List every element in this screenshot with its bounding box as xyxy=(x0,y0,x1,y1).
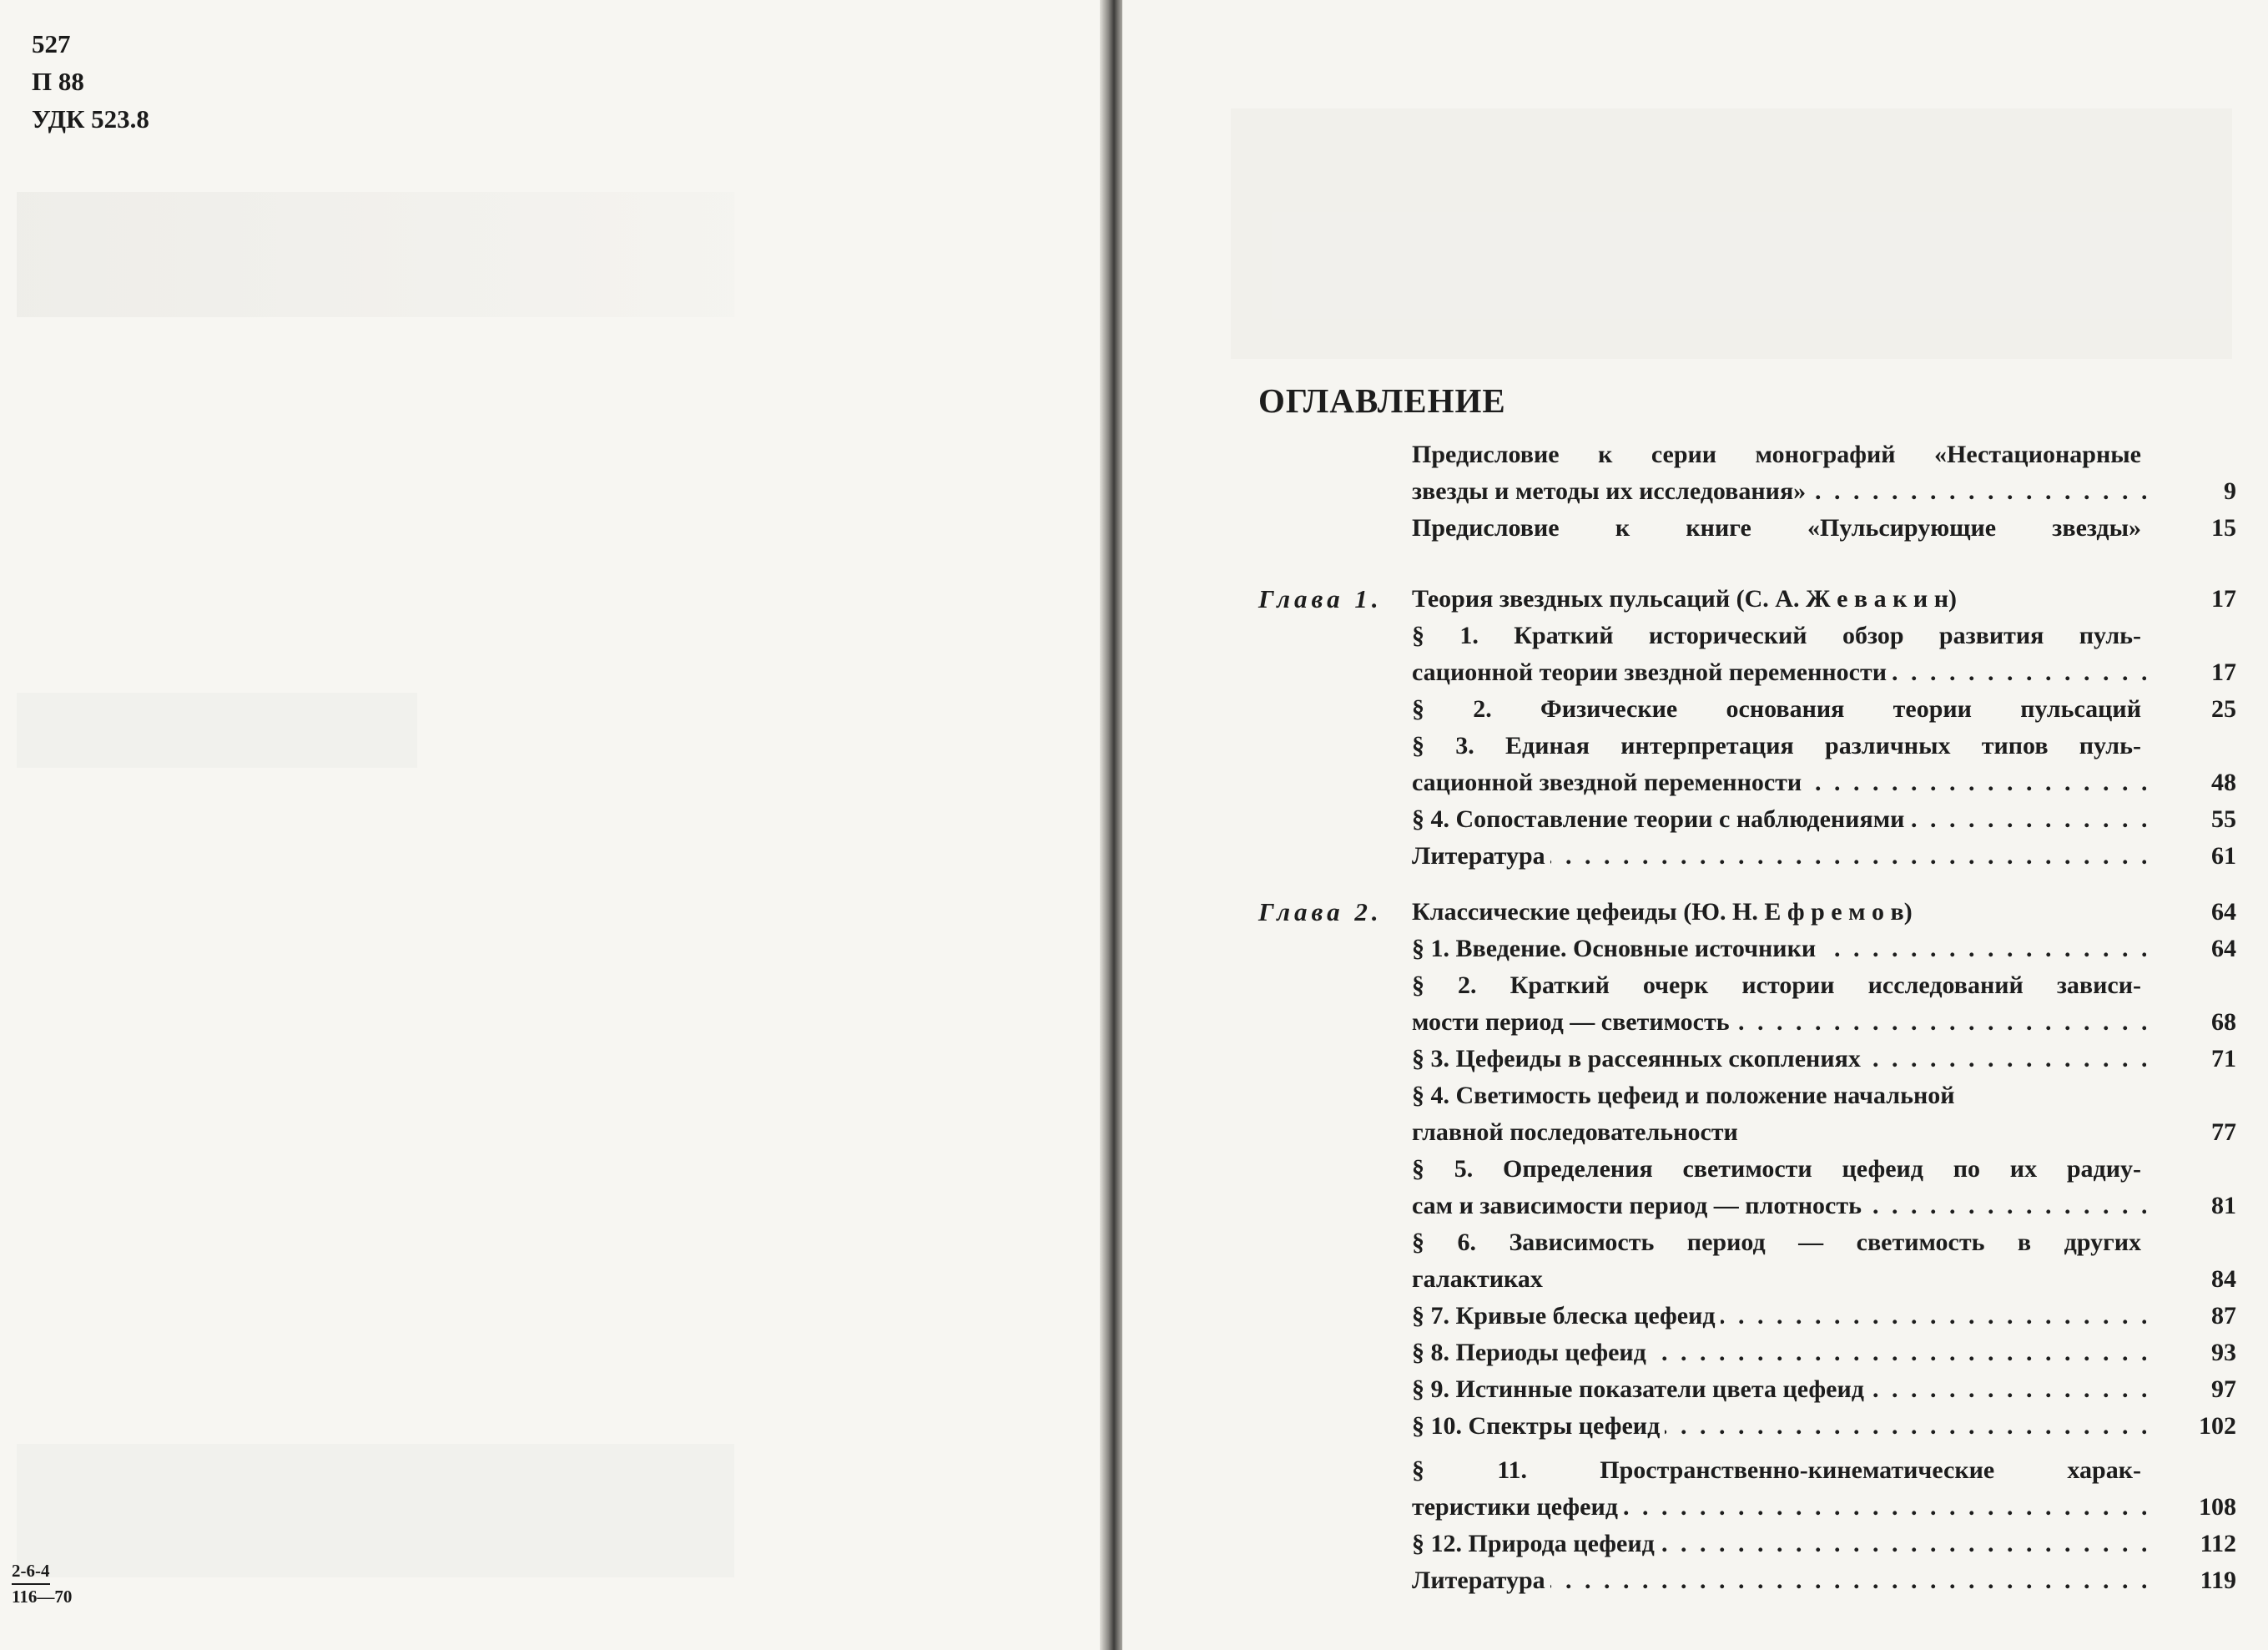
toc-line: § 5. Определения светимости цефеид по их радиу- xyxy=(1412,1151,2146,1188)
toc-line: . . . Литература xyxy=(1412,1562,2146,1599)
toc-page-number: 77 xyxy=(2211,1118,2236,1146)
toc-page-number: 64 xyxy=(2211,935,2236,962)
catalog-code: 527 xyxy=(32,29,71,58)
toc-page-number: 68 xyxy=(2211,1008,2236,1036)
toc-page-number: 17 xyxy=(2211,658,2236,686)
toc-page-number: 81 xyxy=(2211,1192,2236,1219)
toc-line: § 2. Физические основания теории пульсаций xyxy=(1412,691,2146,728)
toc-page-number: 71 xyxy=(2211,1045,2236,1072)
toc-line: . . . сационной теории звездной переменности xyxy=(1412,654,2146,691)
toc-line: Предисловие к книге «Пульсирующие звезды» xyxy=(1412,510,2146,547)
toc-line: . . . § 9. Истинные показатели цвета цефеид xyxy=(1412,1371,2146,1408)
toc-chapter-title: Теория звездных пульсаций (С. А. Ж е в а к и н) xyxy=(1412,581,2146,618)
toc-line: . . . сам и зависимости период — плотность xyxy=(1412,1188,2146,1224)
toc-page-number: 15 xyxy=(2211,514,2236,542)
toc-line: . . . § 8. Периоды цефеид xyxy=(1412,1335,2146,1371)
toc-page-number: 64 xyxy=(2211,898,2236,926)
toc-line: . . . § 10. Спектры цефеид xyxy=(1412,1408,2146,1445)
toc-line: галактиках xyxy=(1412,1261,2146,1298)
toc-chapter-title: Классические цефеиды (Ю. Н. Е ф р е м о в) xyxy=(1412,894,2146,931)
toc-page-number: 61 xyxy=(2211,842,2236,870)
toc-line: . . . сационной звездной переменности xyxy=(1412,764,2146,801)
toc-line: . . . § 1. Введение. Основные источники xyxy=(1412,931,2146,967)
toc-page-number: 48 xyxy=(2211,769,2236,796)
toc-line: § 2. Краткий очерк истории исследований зависи- xyxy=(1412,967,2146,1004)
toc-line: . . . мости период — светимость xyxy=(1412,1004,2146,1041)
chapter-label: Глава 1. xyxy=(1258,584,1383,613)
toc-page-number: 84 xyxy=(2211,1265,2236,1293)
toc-line: Предисловие к серии монографий «Нестационарные xyxy=(1412,436,2146,473)
toc-page-number: 108 xyxy=(2199,1493,2236,1521)
toc-page-number: 93 xyxy=(2211,1339,2236,1366)
toc-page-number: 112 xyxy=(2200,1530,2236,1557)
toc-line: главной последовательности xyxy=(1412,1114,2146,1151)
toc-line: § 3. Единая интерпретация различных типов пуль- xyxy=(1412,728,2146,764)
udc-code: УДК 523.8 xyxy=(32,104,149,134)
toc-page-number: 102 xyxy=(2199,1412,2236,1440)
toc-title: ОГЛАВЛЕНИЕ xyxy=(1258,381,1506,420)
toc-page-number: 97 xyxy=(2211,1375,2236,1403)
toc-line: . . . § 3. Цефеиды в рассеянных скоплениях xyxy=(1412,1041,2146,1077)
toc-line: § 11. Пространственно-кинематические харак- xyxy=(1412,1452,2146,1489)
toc-line: § 4. Светимость цефеид и положение начальной xyxy=(1412,1077,2146,1114)
toc-page-number: 25 xyxy=(2211,695,2236,723)
toc-page-number: 17 xyxy=(2211,585,2236,613)
imprint-code: 2-6-4 xyxy=(12,1559,50,1585)
toc-line: . . . § 7. Кривые блеска цефеид xyxy=(1412,1298,2146,1335)
toc-line: . . . Литература xyxy=(1412,838,2146,875)
toc-line: . . . теристики цефеид xyxy=(1412,1489,2146,1526)
catalog-code: П 88 xyxy=(32,67,84,96)
toc-page-number: 87 xyxy=(2211,1302,2236,1330)
toc-line: . . . звезды и методы их исследования» xyxy=(1412,473,2146,510)
toc-line: . . . § 4. Сопоставление теории с наблюдениями xyxy=(1412,801,2146,838)
toc-line: . . . § 12. Природа цефеид xyxy=(1412,1526,2146,1562)
toc-line: § 1. Краткий исторический обзор развития пуль- xyxy=(1412,618,2146,654)
toc-page-number: 55 xyxy=(2211,805,2236,833)
toc-page-number: 9 xyxy=(2224,477,2236,505)
toc-page-number: 119 xyxy=(2200,1567,2236,1594)
chapter-label: Глава 2. xyxy=(1258,897,1383,926)
toc-line: § 6. Зависимость период — светимость в других xyxy=(1412,1224,2146,1261)
imprint-code: 116—70 xyxy=(12,1587,73,1607)
